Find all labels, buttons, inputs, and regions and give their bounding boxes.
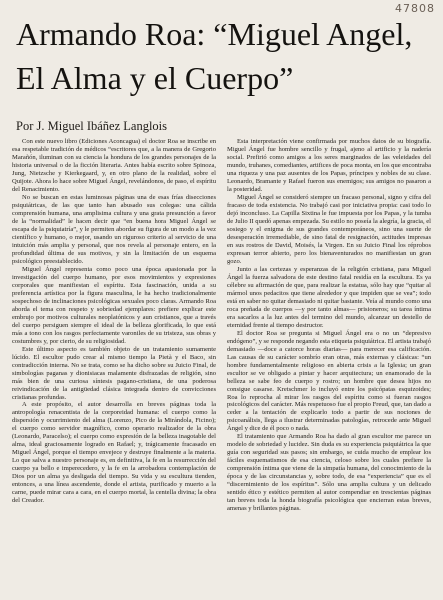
paragraph: Este último aspecto es también objeto de un tratamiento sumamente lúcido. El escultor pudo crear al mismo tiempo la Pietà y el Baco, sin contradicción interna. No se trata, como se ha dicho sobre su Juicio Final, de simbologías paganas y dionisiacas malamente disfrazadas de religión, sino más bien de una curiosa síntesis pagano-cristiana, de una poderosa reivindicación de la antigüedad clásica integrada dentro de convicciones cristianas profundas. (12, 345, 216, 401)
paragraph: Esta interpretación viene confirmada por muchos datos de su biografía. Miguel Ángel fue hombre sencillo y frugal, ajeno al artificio y la nadería social. Prefirió como amigos a los seres marginados de las veleidades del mundo, truhanes, comediantes, artifices de poca monta, en los que encontraba una riqueza y una paz ausentes de los Papas, príncipes y nobles de su clase. Leonardo, Bramante y Rafael fueron sus enemigos; sus amigos no pasaron a la posteridad. (227, 138, 431, 193)
paragraph: A este propósito, el autor desarrolla en breves páginas toda la antropología renacentista de la corporeidad humana: el cuerpo como la dispersión y ocurrimiento del alma (Lorenzo, Pico de la Mirándola, Ficino); el cuerpo como servidor magnífico, como operario realizador de la obra (Leonardo, Paracelso); el cuerpo como expresión de la belleza inagotable del alma, ideal graciosamente logrado en Rafael; y, trágicamente fracasado en Miguel Ángel, porque el tiempo envejece y destruye finalmente a la materia. Lo que salva a nuestro personaje es, en definitiva, la fe en la resurrección del cuerpo ya bello e imperecedero, y la fe en la arrobadora contemplación de Dios por un alma ya desligada del tiempo. Su vida y su escultura tienden, entonces, a una línea ascendente, donde el artista, purificado y muerto a la carne, puede mirar cara a cara, en el cuerpo mortal, la centella divina; la obra del Creador. (12, 401, 216, 505)
paragraph: Miguel Ángel se consideró siempre un fracaso personal, signo y cifra del fracaso de toda existencia. No trabajó casi por iniciativa propia: casi todo lo dejó inconcluso. La Capilla Sixtina le fue impuesta por los Papas, y la tumba de Julio II quedó apenas empezada. Su estilo no poseía la alegría, la gracia, el sosiego y el enigma de sus grandes contemporáneos, sino una suerte de desesperación irremediable, de sino fatal de resignación, actitudes impresas en sus rostros de David, Moisés, la Virgen. En su Juicio Final los réprobos expresan terror abierto, pero los bienaventurados no manifiestan un gran gozo. (227, 193, 431, 265)
paragraph: El doctor Roa se pregunta si Miguel Ángel era o no un “depresivo endógeno”, y se responde negando esta etiqueta psiquiátrica. El artista trabajó demasiado —doce a catorce horas diarias— para merecer esa calificación. Las causas de su carácter sombrío eran otras, más externas y clásicas: “un hombre fundamentalmente religioso en abierta crisis a la Iglesia; un gran escultor se ve obligado a pintar y hacer arquitectura; un enamorado de la belleza se sabe feo de cuerpo y rostro; un hombre que desea hijos no consigue casarse. Kretschmer lo incluyó entre los psicópatas esquizoides; Roa lo reprocha al mirar los rasgos del espíritu como si fueran rasgos psicológicos del carácter. Más respetuoso fue el propio Freud, que, tan dado a ceder a la tentación de explicarlo todo a partir de sus nociones de psicoanálisis, llega a ilustrar determinadas patologías, retrocede ante Miguel Ángel y dice de él poco o nada. (227, 329, 431, 433)
left-text-column (12, 138, 216, 594)
title-line-1: Armando Roa: “Miguel Angel, (16, 16, 413, 52)
paragraph: Miguel Ángel representa como poco una época apasionada por la investigación del cuerpo humano, por esos movimientos y expresiones corporales que manifiestan el espíritu. Esta fascinación, unida a su preferencia artística por la figura masculina, le ha hecho tradicionalmente sospechoso de inclinaciones psicológicas sexuales poco claras. Armando Roa aborda el tema con respeto y sobriedad ejemplares: prefiere explicar este embrujo por motivos culturales neoplatónicos y aun cristianos, que a través del cuerpo persiguen siempre el ideal de la belleza glorificada, lo que está más a tono con los rasgos perfectamente varoniles de su tristeza, sus obras y costumbres y, por cierto, de su religiosidad. (12, 265, 216, 345)
article-title (16, 12, 436, 100)
archive-folio-number: 47808 (395, 2, 435, 15)
paragraph: No se buscan en estas luminosas páginas una de esas frías disecciones psiquiátricas, de las que tanto han abusado sus colegas: una cálida comprensión humana, una amplisima cultura y una grata presunción a favor de la “normalidad” le hacen decir que “en buena hora Miguel Ángel se escapa de la psiquiatría”, y le permiten abordar su figura de un modo a la vez científico y humano, o mejor, usando un riguroso criterio al servicio de una intuición más amplia y personal, que nos revela al personaje entero, en la profundidad última de sus motivos, y sin la limitación de un esquema psicológico preestablecido. (12, 193, 216, 265)
paragraph: Junto a las certezas y esperanzas de la religión cristiana, para Miguel Ángel la fuerza salvadora de este destino fatal residía en la escultura. Es ya célebre su afirmación de que, para realizar la estatua, sólo hay que “quitar al mármol unos pedacitos que tiene alrededor y que impiden que se vea”; todo está en saber no quitar demasiado ni quitar bastante. Veía al mundo como una roca preñada de cuerpos —y por tanto almas— prisioneros; su tarea íntima era sacarlos a la luz antes del termino del mundo, alcanzar un destello de eternidad frente al tiempo destructor. (227, 265, 431, 329)
paragraph: El tratamiento que Armando Roa ha dado al gran escultor me parece un modelo de sobriedad y lucidez. Sin duda es su experiencia psiquiátrica la que guía con seguridad sus pasos; sin embargo, se cuida mucho de emplear los fáciles esquematismos de esa ciencia, celoso sobre los cuales prefiere la comprensión íntima que viene de la simpatía humana, del conocimiento de la época y de las circunstancias y, sobre todo, de esa “experiencia” que es el “discernimiento de los espíritus”. Sólo una amplia cultura y un delicado sentido ético y estético permiten al autor compendiar en trescientas páginas tan breves toda la honda biografía psicológica que encierran estas breves, amenas y brillantes páginas. (227, 433, 431, 513)
right-text-column (227, 138, 431, 594)
paragraph: Con este nuevo libro (Ediciones Aconcagua) el doctor Roa se inscribe en esa respetable tradición de médicos “escritores que, a la manera de Gregorio Marañón, iluminan con su ciencia la hondura de los grandes personajes de la historia universal o de la ficción literaria. Antes había escrito sobre Spinoza, Jung, Nietzsche y Kierkegaard, y, en otro plano de la realidad, sobre el Quijote. Ahora lo hace sobre Miguel Ángel, revelándonos, de paso, el espíritu del Renacimiento. (12, 138, 216, 193)
title-line-2: El Alma y el Cuerpo” (16, 60, 294, 96)
author-byline: Por J. Miguel Ibáñez Langlois (16, 119, 168, 133)
